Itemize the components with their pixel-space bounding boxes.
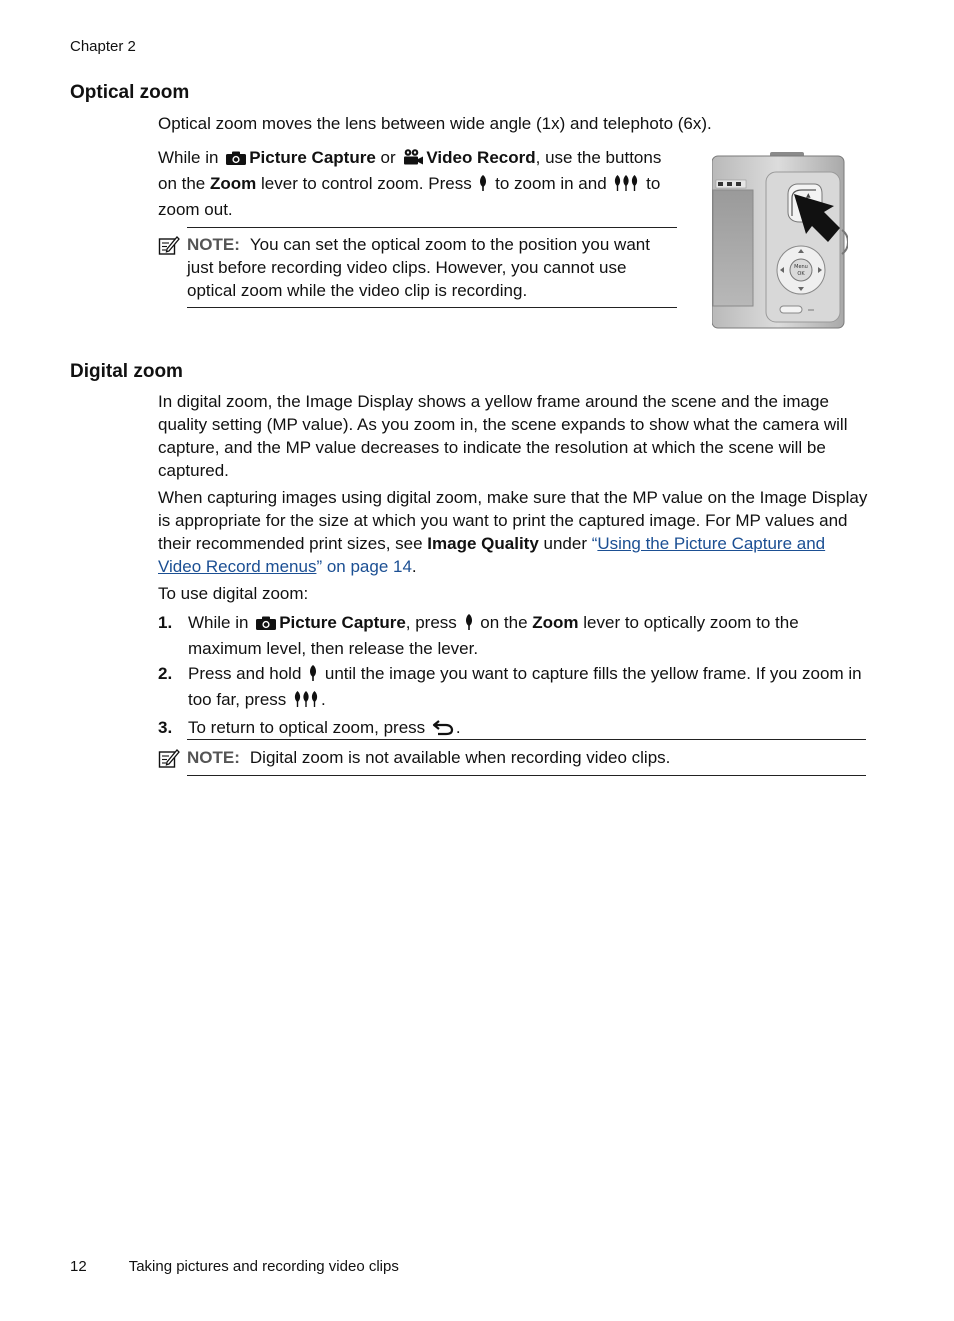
page-number: 12 — [70, 1258, 87, 1275]
note-pencil-icon — [158, 747, 180, 774]
zoom-out-trees-icon — [613, 174, 639, 198]
optical-intro: Optical zoom moves the lens between wide angle (1x) and telephoto (6x). — [158, 114, 712, 133]
video-camera-icon — [402, 148, 424, 172]
digital-p1: In digital zoom, the Image Display shows a yellow frame around the scene and the image quality setting (MP value). As you zoom in, the scene expands to show what the camera will capture, and the MP value decreases to indicate the resolution at which the scene will be captured. — [158, 392, 848, 480]
zoom-in-tree-icon — [308, 664, 318, 688]
digital-note: NOTE: Digital zoom is not available when recording video clips. — [187, 748, 671, 767]
optical-note: NOTE: You can set the optical zoom to the position you want just before recording video clips. However, you cannot use optical zoom while the video clip is recording. — [187, 235, 650, 300]
list-item: 3. To return to optical zoom, press . — [158, 716, 868, 742]
svg-text:▲: ▲ — [806, 192, 811, 199]
page-footer — [70, 1258, 399, 1275]
note-pencil-icon — [158, 234, 180, 261]
camera-icon — [225, 149, 247, 172]
camera-ok-label: OK — [797, 271, 805, 277]
note-top-rule — [187, 739, 866, 740]
note-bottom-rule — [187, 775, 866, 776]
menus-link[interactable]: “Using the Picture Capture and Video Record menus” on page 14 — [158, 534, 826, 576]
camera-menu-label: Menu — [794, 264, 808, 270]
digital-p3: To use digital zoom: — [158, 584, 309, 603]
list-item: 2. Press and hold until the image you want to capture fills the yellow frame. If you zoom in too far, press . — [158, 662, 868, 714]
digital-p2: When capturing images using digital zoom, make sure that the MP value on the Image Display is appropriate for the size at which you want to print the captured image. For MP values and their recommended print sizes, see Image Quality under “Using the Picture Capture and Video Record menus” on page 14. — [158, 488, 868, 576]
chapter-header: Chapter 2 — [70, 38, 136, 55]
optical-instructions: While in Picture Capture or Video Record, use the buttons on the Zoom lever to control zoom. Press to zoom in and to zoom out. — [158, 148, 662, 219]
zoom-in-tree-icon — [478, 174, 488, 198]
camera-icon — [255, 614, 277, 637]
footer-title: Taking pictures and recording video clips — [128, 1258, 399, 1275]
camera-back-illustration — [712, 152, 848, 335]
digital-zoom-heading: Digital zoom — [70, 361, 183, 382]
note-top-rule — [187, 227, 677, 228]
optical-zoom-heading: Optical zoom — [70, 82, 190, 103]
zoom-out-trees-icon — [293, 690, 319, 714]
zoom-in-tree-icon — [464, 613, 474, 637]
list-item: 1. While in Picture Capture, press on the Zoom lever to optically zoom to the maximum level, then release the lever. — [158, 613, 799, 658]
note-bottom-rule — [187, 307, 677, 308]
digital-steps — [158, 611, 868, 744]
